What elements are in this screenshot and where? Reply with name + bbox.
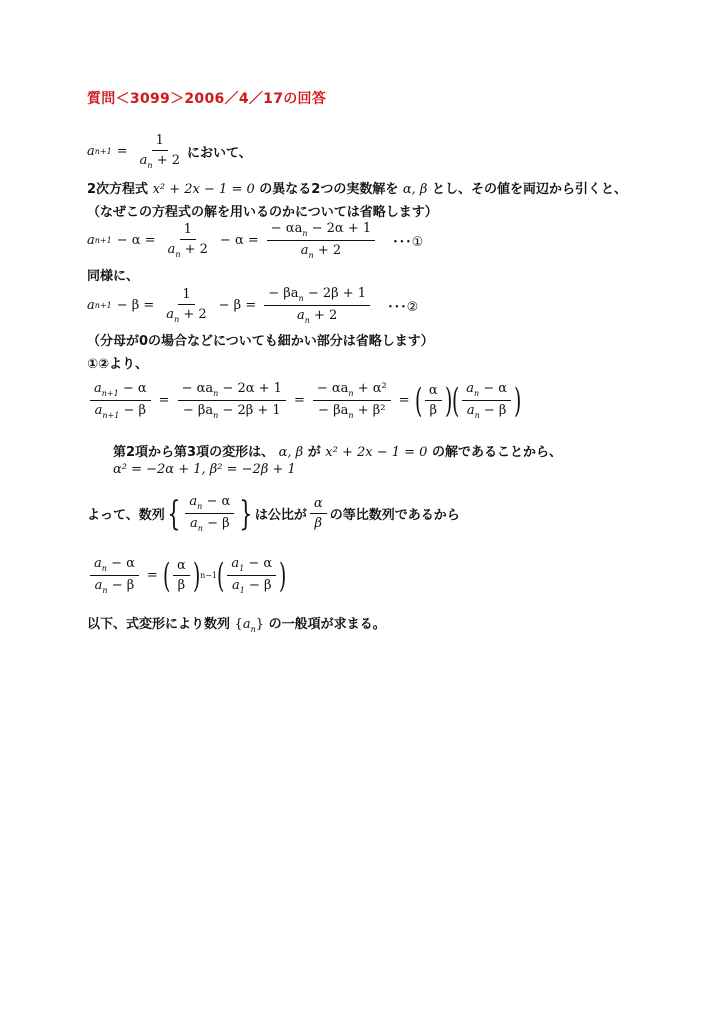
equation-2: a n+1 − β = $\frac{1}{a_n + 2}$ − β = $\frac{- \beta a_n - 2\beta + 1}{a_n + 2}$ ･･･②	[87, 286, 419, 325]
equation-recurrence-suffix: において、	[186, 146, 252, 161]
equation-squares: α² = −2α + 1, β² = −2β + 1	[113, 462, 296, 477]
text-line-quadratic: 2次方程式 x² + 2x − 1 = 0 の異なる2つの実数解を α, β とし、その値を両辺から引くと、	[87, 182, 627, 197]
equation-recurrence: a n+1 = $\frac{1}{a_n + 2}$ において、	[87, 133, 252, 170]
text-line-transform-note: 第2項から第3項の変形は、 α, β が x² + 2x − 1 = 0 の解であることから、	[113, 445, 562, 460]
text-line-note-omit: （なぜこの方程式の解を用いるのかについては省略します）	[87, 205, 438, 220]
equation-1: a n+1 − α = $\frac{1}{a_n + 2}$ − α = $\frac{- \alpha a_n - 2\alpha + 1}{a_n + 2}$ ･･･①	[87, 221, 424, 260]
equation-general: $\frac{a_n - \alpha}{a_n - \beta}$ = ( $\frac{\alpha}{\beta}$ ) n−1 ( $\frac{a_1 - \alpha}{a_1 - \beta}$ )	[87, 556, 286, 595]
text-line-geometric: よって、数列 { $\frac{a_n - \alpha}{a_n - \beta}$ } は公比が $\frac{\alpha}{\beta}$ の等比数列であるから	[87, 493, 460, 534]
equation-2-marker: ･･･②	[387, 300, 419, 315]
equation-ratio: $\frac{a_{n+1} - \alpha}{a_{n+1} - \beta}$ = $\frac{- \alpha a_n - 2\alpha + 1}{- \beta a_n - 2\beta + 1}$ = $\frac{- \alpha a_n + \alpha^2}{- \beta a_n + \beta^2}$ = ( $\frac{\alpha}{\beta}$ ) ( $\frac{a_n - \alpha}{a_n - \beta}$ )	[87, 381, 521, 420]
text-line-conclusion: 以下、式変形により数列 $\{a_n\}$ の一般項が求まる。	[87, 617, 386, 634]
text-line-note-denominator: （分母が0の場合などについても細かい部分は省略します）	[87, 334, 434, 349]
text-line-similarly: 同様に、	[87, 269, 140, 284]
text-line-from-1-2: ①②より、	[87, 357, 149, 372]
page-title: 質問＜3099＞2006／4／17の回答	[87, 91, 327, 107]
equation-1-marker: ･･･①	[392, 235, 424, 250]
